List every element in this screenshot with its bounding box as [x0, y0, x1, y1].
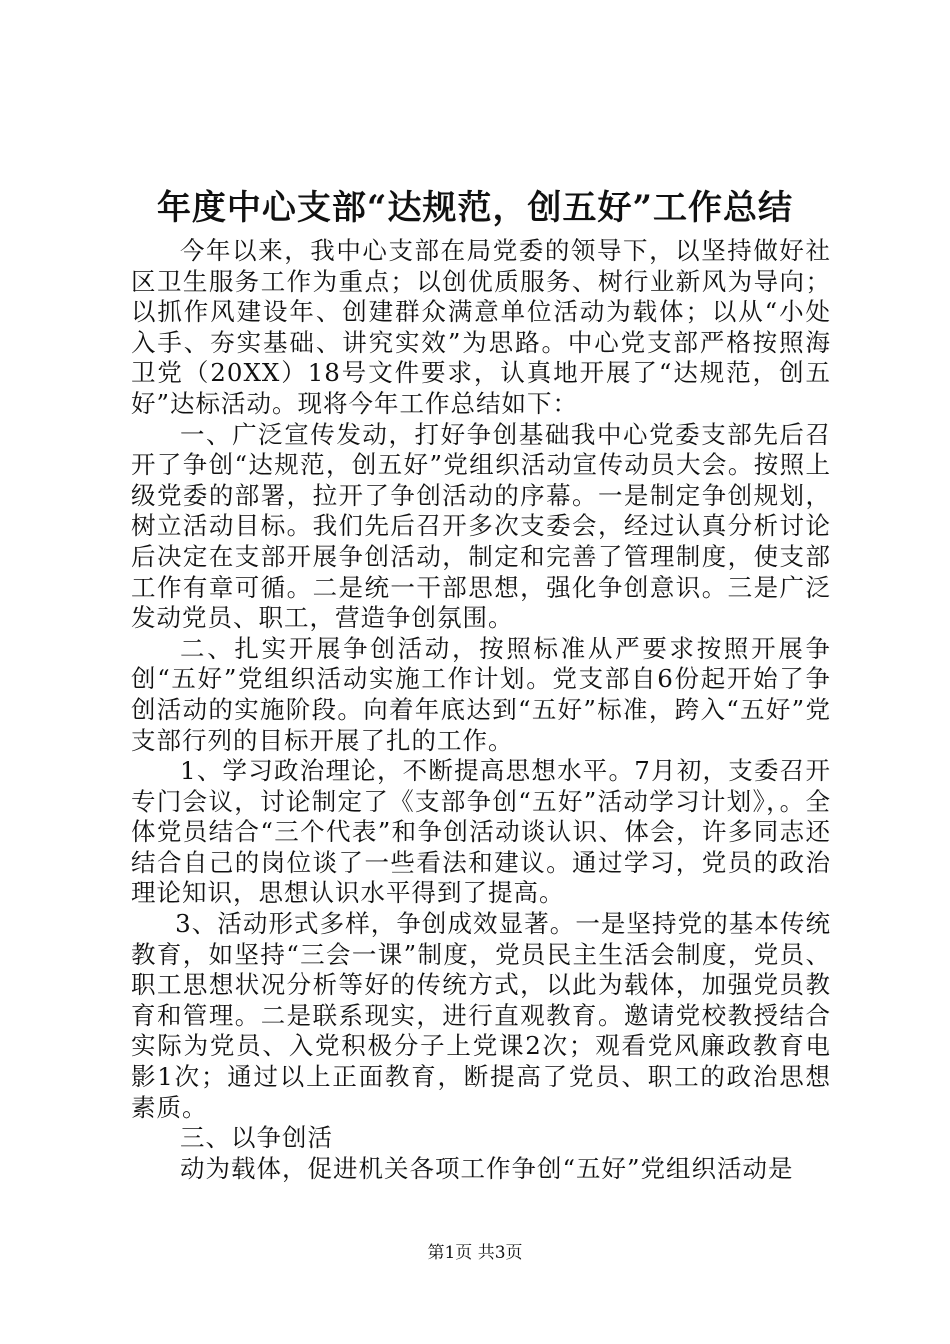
paragraph-item-3: 3、活动形式多样，争创成效显著。一是坚持党的基本传统教育，如坚持“三会一课”制度，党员民主生活会制度，党员、职工思想状况分析等好的传统方式，以此为载体，加强党员教育和管理。二是联系现实，进行直观教育。邀请党校教授结合实际为党员、入党积极分子上党课2次；观看党风廉政教育电影1次；通过以上正面教育，断提高了党员、职工的政治思想素质。	[131, 909, 831, 1122]
document-title: 年度中心支部“达规范，创五好”工作总结	[156, 188, 794, 228]
page-footer: 第1页 共3页	[427, 1243, 523, 1263]
paragraph-section-3-heading: 三、以争创活	[180, 1123, 333, 1153]
paragraph-section-3-start: 动为载体，促进机关各项工作争创“五好”党组织活动是	[180, 1153, 794, 1183]
paragraph-section-1: 一、广泛宣传发动，打好争创基础我中心党委支部先后召开了争创“达规范，创五好”党组织活动宣传动员大会。按照上级党委的部署，拉开了争创活动的序幕。一是制定争创规划，树立活动目标。我们先后召开多次支委会，经过认真分析讨论后决定在支部开展争创活动，制定和完善了管理制度，使支部工作有章可循。二是统一干部思想，强化争创意识。三是广泛发动党员、职工，营造争创氛围。	[131, 419, 831, 633]
paragraph-item-1: 1、学习政治理论，不断提高思想水平。7月初，支委召开专门会议，讨论制定了《支部争创“五好”活动学习计划》，。全体党员结合“三个代表”和争创活动谈认识、体会，许多同志还结合自己的岗位谈了一些看法和建议。通过学习，党员的政治理论知识，思想认识水平得到了提高。	[131, 756, 831, 908]
paragraph-section-2: 二、扎实开展争创活动，按照标准从严要求按照开展争创“五好”党组织活动实施工作计划。党支部自6份起开始了争创活动的实施阶段。向着年底达到“五好”标准，跨入“五好”党支部行列的目标开展了扎的工作。	[131, 633, 831, 755]
document-body	[131, 236, 831, 1184]
paragraph-intro: 今年以来，我中心支部在局党委的领导下，以坚持做好社区卫生服务工作为重点；以创优质服务、树行业新风为导向；以抓作风建设年、创建群众满意单位活动为载体；以从“小处入手、夯实基础、讲究实效”为思路。中心党支部严格按照海卫党（20XX）18号文件要求，认真地开展了“达规范，创五好”达标活动。现将今年工作总结如下：	[131, 236, 831, 418]
